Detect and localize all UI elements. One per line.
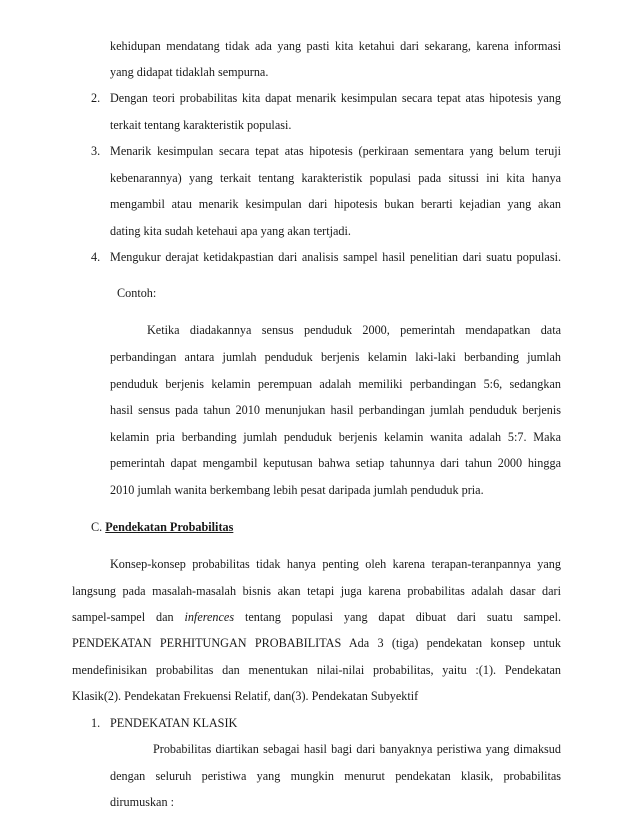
paragraph-line: PENDEKATAN PERHITUNGAN PROBABILITAS Ada 3 (tiga) pendekatan konsep untuk [72, 636, 561, 650]
list-item-line: kebenarannya) yang terkait tentang karakteristik populasi pada situssi ini kita hanya [110, 171, 561, 185]
example-line: pemerintah dapat mengambil keputusan bahwa setiap tahunnya dari tahun 2000 hingga [110, 456, 561, 470]
paragraph-line: Konsep-konsep probabilitas tidak hanya penting oleh karena terapan-teranpannya yang [110, 557, 561, 571]
example-label: Contoh: [117, 286, 157, 300]
section-title: Pendekatan Probabilitas [105, 520, 234, 534]
paragraph-line [72, 611, 561, 623]
list-item-line: mengambil atau menarik kesimpulan dari hipotesis bukan berarti kejadian yang akan [110, 197, 561, 211]
list-item-line: dating kita sudah ketehaui apa yang akan tertjadi. [110, 224, 351, 238]
paragraph-text: tentang populasi yang dapat dibuat dari suatu sampel. [244, 610, 562, 624]
paragraph-line: mendefinisikan probabilitas dan menentukan nilai-nilai probabilitas, yaitu :(1). Pendekatan [72, 663, 561, 677]
example-line: hasil sensus pada tahun 2010 menunjukan hasil perbandingan jumlah penduduk berjenis [110, 403, 561, 417]
list-item-number: 2. [91, 91, 101, 105]
section-heading [91, 521, 233, 533]
list-item-number: 1. [91, 716, 101, 730]
list-item-line: Dengan teori probabilitas kita dapat menarik kesimpulan secara tepat atas hipotesis yang [110, 91, 561, 105]
continuation-line-2: yang didapat tidaklah sempurna. [110, 65, 269, 79]
list-item-number: 4. [91, 250, 101, 264]
example-line: Ketika diadakannya sensus penduduk 2000, pemerintah mendapatkan data [147, 323, 561, 337]
list-item-title: PENDEKATAN KLASIK [110, 716, 238, 730]
list-item-line: dengan seluruh peristiwa yang mungkin menurut pendekatan klasik, probabilitas [110, 769, 561, 783]
example-line: 2010 jumlah wanita berkembang lebih pesat daripada jumlah penduduk pria. [110, 483, 484, 497]
continuation-line-1: kehidupan mendatang tidak ada yang pasti kita ketahui dari sekarang, karena informasi [110, 39, 561, 53]
paragraph-line: Klasik(2). Pendekatan Frekuensi Relatif, dan(3). Pendekatan Subyektif [72, 689, 419, 703]
list-item-line: dirumuskan : [110, 795, 174, 809]
example-line: perbandingan antara jumlah penduduk berjenis kelamin laki-laki berbanding jumlah [110, 350, 561, 364]
example-line: penduduk berjenis kelamin perempuan adalah memiliki perbandingan 5:6, sedangkan [110, 377, 561, 391]
list-item-number: 3. [91, 144, 101, 158]
example-line: kelamin pria berbanding jumlah penduduk berjenis kelamin wanita adalah 5:7. Maka [110, 430, 561, 444]
list-item-line: Probabilitas diartikan sebagai hasil bagi dari banyaknya peristiwa yang dimaksud [153, 742, 561, 756]
list-item-line: Mengukur derajat ketidakpastian dari analisis sampel hasil penelitian dari suatu populasi. [110, 250, 561, 264]
paragraph-italic-term: inferences [184, 610, 235, 624]
list-item-line: terkait tentang karakteristik populasi. [110, 118, 292, 132]
section-letter: C. [91, 520, 103, 534]
paragraph-text: sampel-sampel dan [72, 610, 174, 624]
paragraph-line: langsung pada masalah-masalah bisnis akan tetapi juga karena probabilitas adalah dasar dari [72, 584, 561, 598]
list-item-line: Menarik kesimpulan secara tepat atas hipotesis (perkiraan sementara yang belum teruji [110, 144, 561, 158]
